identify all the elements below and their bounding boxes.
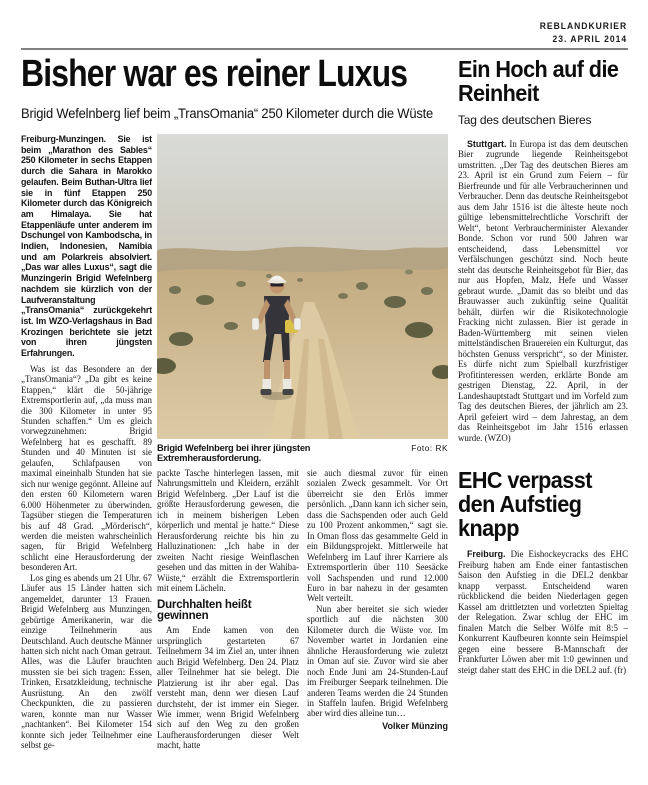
photo-caption: Brigid Wefelnberg bei ihrer jüngsten Extremherausforderung.	[157, 443, 311, 463]
main-headline: Bisher war es reiner Luxus	[21, 53, 408, 95]
ehc-body-text: Die Eishockeycracks des EHC Freiburg haben am Ende einer fantastischen Saison den Aufstieg in die DEL2 denkbar knapp verpasst. Entscheidend waren rückblickend die beiden Niederlagen gegen Kassel am drittletzten und vorletzten Spieltag der Relegation. Zwar schlug der EHC im finalen Match die Selber Wölfe mit 8:5 – Konkurrent Kaufbeuren konnte sein Heimspiel gegen eine bessere B-Mannschaft der Frankfurter Löwen aber mit 1:0 gewinnen und steigt daher statt des EHC in die DEL2 auf. (fr)	[458, 549, 628, 675]
ehc-dateline: Freiburg.	[467, 549, 506, 560]
ehc-headline: EHC verpasst den Aufstieg knapp	[458, 467, 592, 542]
header-rule	[21, 48, 628, 50]
body-paragraph: Am Ende kamen von den ursprünglich gestarteten 67 Teilnehmern 34 im Ziel an, unter ihnen auch Brigid Wefelnberg. Den 24. Platz aller Teilnehmer hat sie belegt. Die Platzierung ist ihr aber egal. Das versteht man, denn wer diesen Lauf durchsteht, der ist immer ein Sieger. Wie immer, wenn Brigid Wefelnberg sich auf den Weg zu den großen Laufherausforderungen dieser Welt macht, hatte	[157, 625, 299, 751]
body-paragraph: Los ging es abends um 21 Uhr. 67 Läufer aus 15 Länder hatten sich angemeldet, darunter 13 Frauen. Brigid Wefelnberg aus Munzingen, gebürtige Amerikanerin, war die einzige Teilnehmerin aus Deutschland. Auch deutsche Männer hatten sich nicht nach Oman getraut. Alles, was die Läufer brauchten mussten sie bei sich tragen: Essen, Trinken, Ersatzkleidung, technische Ausrüstung. An den zwölf Checkpunkten, die zu passieren waren, konnte man nur Wasser „nachtanken“. Bei Kilometer 154 konnte sich jeder Teilnehmer eine selbst ge-	[21, 572, 152, 751]
column-3	[307, 468, 448, 782]
photo-caption-row	[157, 443, 448, 463]
beer-body-text: In Europa ist das dem deutschen Bier zugrunde liegende Reinheitsgebot umstritten. „Der Tag des deutschen Bieres am 23. April ist ein Grund zum Feiern – für Bierfreunde und für alle Verbraucherinnen und Verbraucher. Denn das deutsche Reinheitsgebot aus dem Jahr 1516 ist die älteste heute noch gültige lebensmittelrechtliche Vorschrift der Welt“, betont Verbraucherminister Alexander Bonde. Schon vor rund 500 Jahren war entscheidend, dass Lebensmittel vor Verfälschungen geschützt sind. Noch heute steht das deutsche Reinheitsgebot für Bier, das nur aus Hopfen, Malz, Hefe und Wasser gebraut wurde. „Damit das so bleibt und das Brauwasser auch zukünftig seine Qualität behält, dürfen wir die Risikotechnologie Fracking nicht zulassen. Bier ist gerade in Baden-Württemberg mit seinen vielen mittelständischen Brauereien ein Kulturgut, das höchsten Genuss verspricht“, so der Minister. Es dürfe nicht zum Spielball kurzfristiger Profitinteressen werden, erklärte Bonde am gestrigen Dienstag, 22. April, in der Landeshauptstadt Stuttgart und im Vorfeld zum Tag des deutschen Bieres, der jährlich am 23. April gefeiert wird – dem Jahrestag, an dem das Reinheitsgebot im Jahr 1516 erlassen wurde. (WZO)	[458, 138, 628, 443]
lead-text: Sie ist beim „Marathon des Sables“ 250 Kilometer in sechs Etappen durch die Sahara in Marokko gelaufen. Beim Buthan-Ultra lief sie in fünf Etappen 250 Kilometer durch das Königreich am Himalaya. Sie hat Etappenläufe unter anderem im Dschungel von Kambodscha, in Indien, Indonesien, Namibia und am Polarkreis absolviert. „Das war alles Luxus“, sagt die Munzingerin Brigid Wefelnberg nachdem sie kürzlich von der Laufveranstaltung „TransOmania“ zurückgekehrt ist. Im WZO-Verlagshaus in Bad Krozingen berichtete sie jetzt von ihren jüngsten Erfahrungen.	[21, 134, 152, 359]
ehc-body	[458, 549, 628, 675]
body-paragraph: sie auch diesmal zuvor für einen sozialen Zweck gesammelt. Vor Ort überreicht sie den Erlös immer persönlich. „Dann kann ich sicher sein, dass die Sachspenden oder auch Geld zu 100 Prozent ankommen,“ sagt sie. In Oman floss das gesammelte Geld in ein Bildungsprojekt. Mittlerweile hat Wefelnberg im Lauf ihrer Karriere als Extremsportlerin über 110 Seesäcke voll Sachspenden und rund 12.000 Euro in bar nahezu in der gesamten Welt verteilt.	[307, 468, 448, 604]
column-2	[157, 468, 299, 782]
desert-photo-illustration	[157, 134, 448, 439]
beer-dateline: Stuttgart.	[467, 138, 507, 149]
main-subhead: Brigid Wefelnberg lief beim „TransOmania“ 250 Kilometer durch die Wüste	[21, 106, 434, 121]
lead-dateline: Freiburg-Munzingen.	[21, 134, 106, 144]
masthead	[540, 20, 627, 47]
body-paragraph: Was ist das Besondere an der „TransOmania“? „Da gibt es keine Etappen,“ klärt die 50-jährige Extremsportlerin auf, „da muss man die 300 Kilometer in unter 95 Stunden schaffen.“ Um es gleich vorwegzunehmen: Brigid Wefelnberg hat es geschafft. 89 Stunden und 40 Minuten ist sie gelaufen, Schlafpausen von maximal eineinhalb Stunden hat sie sich nur wenige gegönnt. Alleine auf den ersten 60 Kilometern waren 6.000 Höhenmeter zu überwinden. Tagsüber stiegen die Temperaturen bis auf 48 Grad. „Mörderisch“, werden die meisten wahrscheinlich sagen, für Brigid Wefelnberg schlicht eine Herausforderung der besonderen Art.	[21, 363, 152, 573]
beer-subhead: Tag des deutschen Bieres	[458, 112, 592, 127]
photo-credit: Foto: RK	[411, 443, 448, 453]
right-rail	[458, 58, 628, 675]
beer-headline: Ein Hoch auf die Reinheit	[458, 56, 619, 106]
column-1	[21, 134, 152, 782]
masthead-title: REBLANDKURIER	[539, 21, 627, 32]
column-2-subhead: Durchhalten heißt gewinnen	[157, 599, 252, 622]
body-paragraph: Nun aber bereitet sie sich wieder sportlich auf die nächsten 300 Kilometer durch die Wüste vor. Im November wartet in Jordanien eine ähnliche Herausforderung wie zuletzt in Oman auf sie. Zuvor wird sie aber noch Ende Juni am 24-Stunden-Lauf im Freiburger Seepark teilnehmen. Die anderen Teams werden die 24 Stunden in Staffeln laufen. Brigid Wefelnberg aber wird dies alleine tun…	[307, 603, 448, 719]
lead-paragraph	[21, 134, 152, 359]
masthead-date: 23. APRIL 2014	[552, 34, 627, 46]
article-byline: Volker Münzing	[382, 720, 448, 731]
beer-body	[458, 139, 628, 444]
body-paragraph: packte Tasche hinterlegen lassen, mit Nahrungsmitteln und Kleidern, erzählt Brigid Wefelnberg. „Der Lauf ist die größte Herausforderung gewesen, die ich in meinem bisherigen Leben körperlich und mental je hatte.“ Diese Herausforderung reichte bis hin zu Halluzinationen: „Ich habe in der zweiten Nacht riesige Weinflaschen gesehen und das mitten in der Wahiba-Wüste,“ erzählt die Extremsportlerin mit einem Lächeln.	[157, 468, 299, 593]
article-photo	[157, 134, 448, 439]
